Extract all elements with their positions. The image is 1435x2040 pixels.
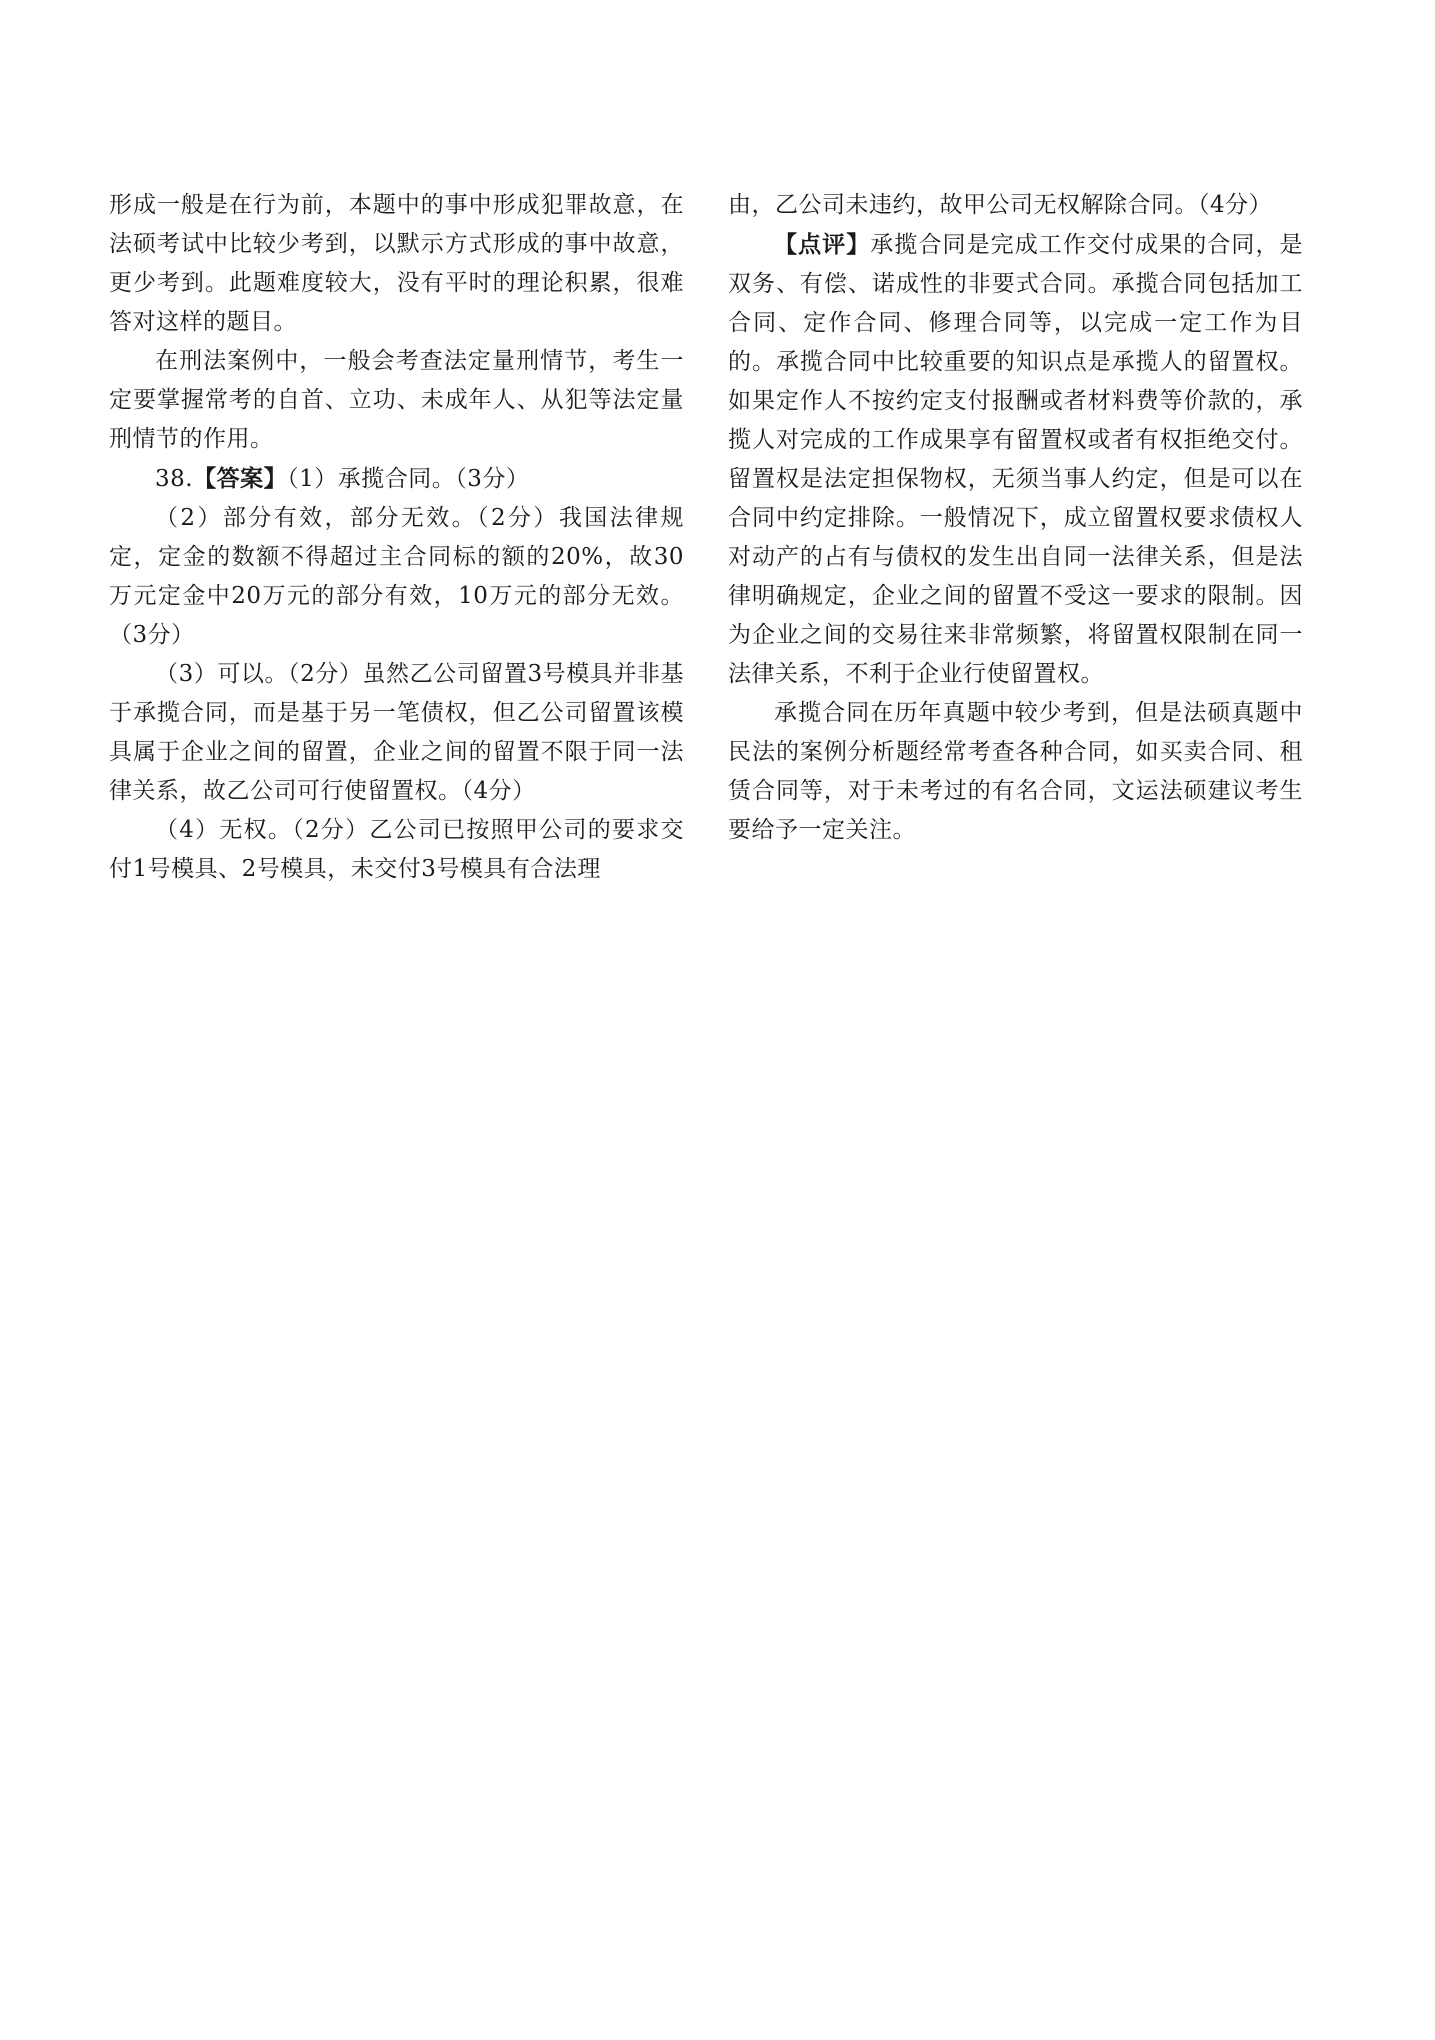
right-paragraph-1: 由，乙公司未违约，故甲公司无权解除合同。（4分） — [728, 192, 1273, 218]
question-38-answer-3: （3）可以。（2分）虽然乙公司留置3号模具并非基于承揽合同，而是基于另一笔债权，但乙公司留置该模具属于企业之间的留置，企业之间的留置不限于同一法律关系，故乙公司可行使留置权。（4分） — [109, 661, 684, 804]
left-column — [109, 186, 684, 889]
answer-label: 【答案】 — [193, 465, 288, 492]
left-paragraph-2: 在刑法案例中，一般会考查法定量刑情节，考生一定要掌握常考的自首、立功、未成年人、从犯等法定量刑情节的作用。 — [109, 348, 684, 452]
comment-text: 承揽合同是完成工作交付成果的合同，是双务、有偿、诺成性的非要式合同。承揽合同包括加工合同、定作合同、修理合同等，以完成一定工作为目的。承揽合同中比较重要的知识点是承揽人的留置权。如果定作人不按约定支付报酬或者材料费等价款的，承揽人对完成的工作成果享有留置权或者有权拒绝交付。留置权是法定担保物权，无须当事人约定，但是可以在合同中约定排除。一般情况下，成立留置权要求债权人对动产的占有与债权的发生出自同一法律关系，但是法律明确规定，企业之间的留置不受这一要求的限制。因为企业之间的交易往来非常频繁，将留置权限制在同一法律关系，不利于企业行使留置权。 — [728, 232, 1304, 687]
right-paragraph-3: 承揽合同在历年真题中较少考到，但是法硕真题中民法的案例分析题经常考查各种合同，如买卖合同、租赁合同等，对于未考过的有名合同，文运法硕建议考生要给予一定关注。 — [728, 700, 1303, 843]
right-column — [728, 186, 1303, 850]
answer-1-text: （1）承揽合同。（3分） — [287, 466, 530, 492]
left-paragraph-1: 形成一般是在行为前，本题中的事中形成犯罪故意，在法硕考试中比较少考到，以默示方式形成的事中故意，更少考到。此题难度较大，没有平时的理论积累，很难答对这样的题目。 — [109, 192, 684, 335]
question-38-answer-2: （2）部分有效，部分无效。（2分）我国法律规定，定金的数额不得超过主合同标的额的20%，故30万元定金中20万元的部分有效，10万元的部分无效。（3分） — [109, 505, 684, 648]
comment-paragraph — [728, 225, 1303, 694]
comment-label: 【点评】 — [774, 231, 871, 258]
question-38-number: 38. — [155, 466, 194, 492]
question-38-answer-1 — [109, 459, 684, 499]
question-38-answer-4: （4）无权。（2分）乙公司已按照甲公司的要求交付1号模具、2号模具，未交付3号模具有合法理 — [109, 817, 684, 882]
